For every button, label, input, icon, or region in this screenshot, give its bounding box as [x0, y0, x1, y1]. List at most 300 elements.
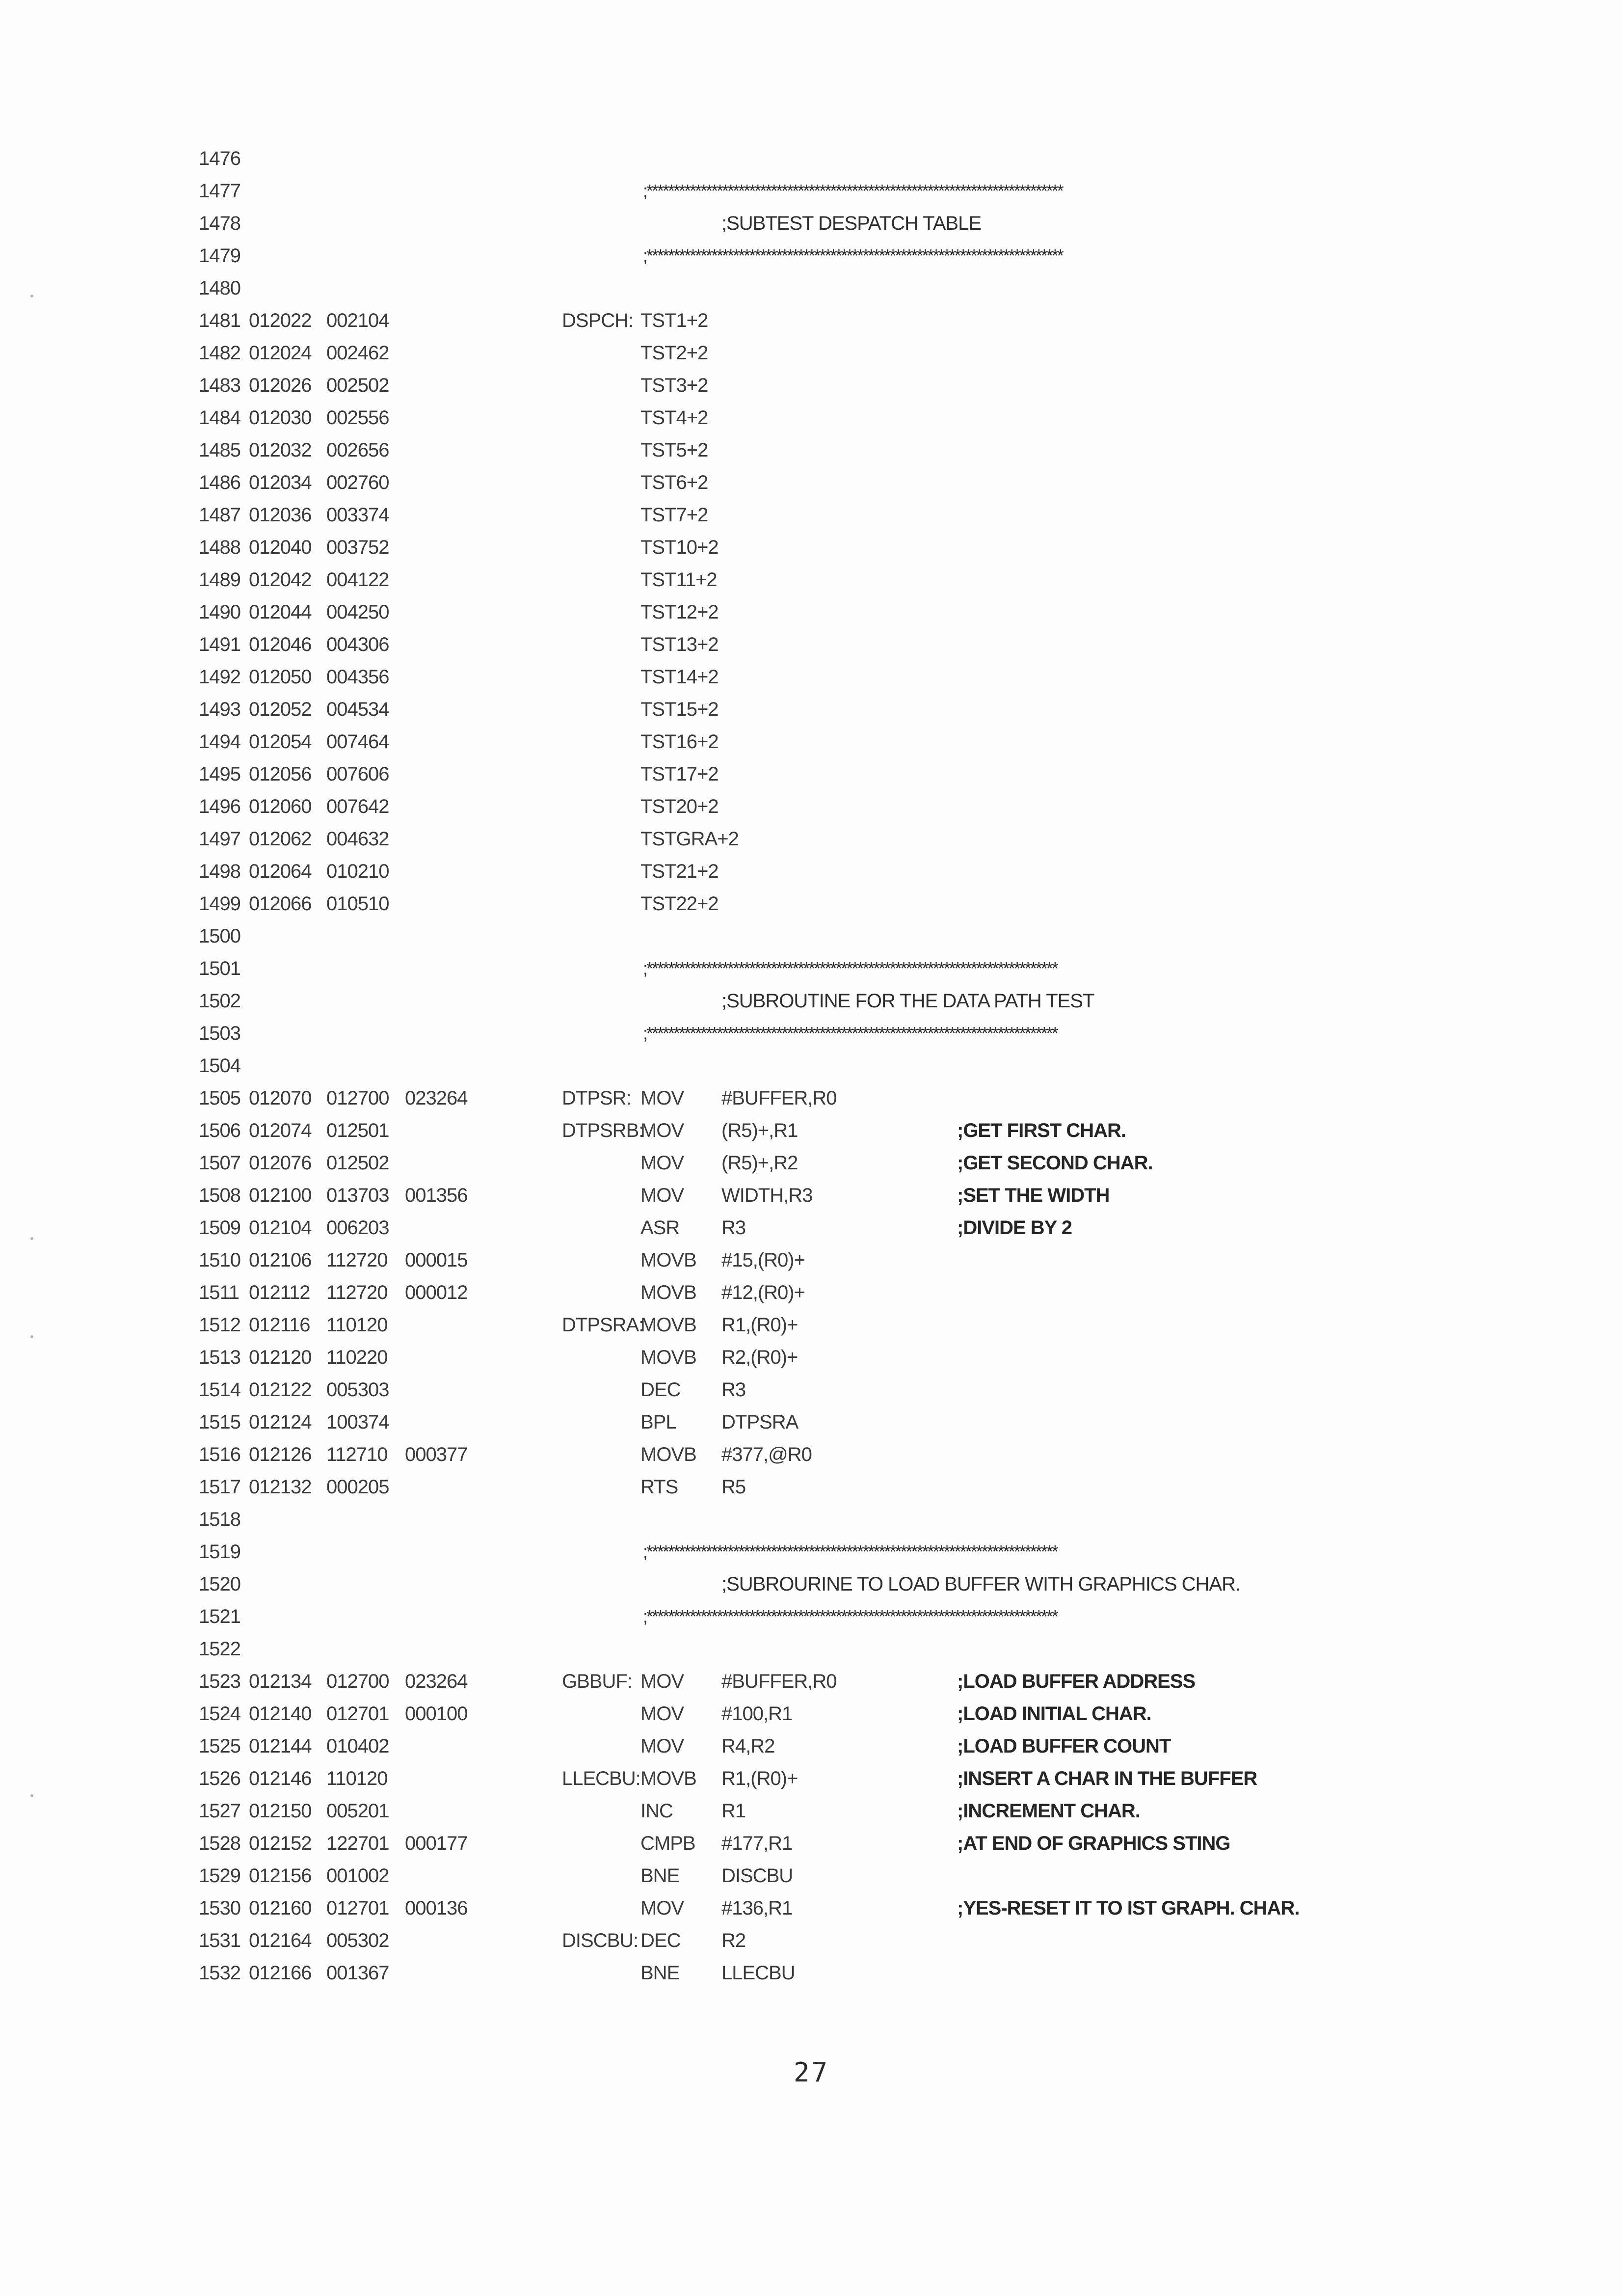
listing-line — [199, 1762, 1426, 1795]
operand: R4,R2 — [721, 1735, 775, 1757]
line-number: 1485 — [199, 439, 240, 461]
operand: DTPSRA — [721, 1411, 798, 1433]
line-number: 1483 — [199, 375, 240, 396]
code-comment: ;LOAD BUFFER COUNT — [957, 1735, 1171, 1757]
memory-address: 012166 — [249, 1962, 312, 1984]
memory-address: 012062 — [249, 828, 312, 850]
line-number: 1499 — [199, 893, 240, 915]
object-word-1: 010402 — [326, 1735, 389, 1757]
opcode: MOV — [640, 1897, 684, 1919]
object-word-2: 000136 — [405, 1897, 468, 1919]
code-label: DISCBU: — [562, 1930, 639, 1951]
listing-line — [199, 596, 1426, 628]
opcode: TST15+2 — [640, 699, 718, 720]
line-number: 1484 — [199, 407, 240, 429]
listing-line — [199, 628, 1426, 661]
memory-address: 012066 — [249, 893, 312, 915]
code-label: DTPSRA: — [562, 1314, 644, 1336]
object-word-2: 023264 — [405, 1087, 468, 1109]
section-title-comment: ;SUBROUTINE FOR THE DATA PATH TEST — [721, 990, 1094, 1012]
object-word-1: 100374 — [326, 1411, 389, 1433]
memory-address: 012122 — [249, 1379, 312, 1401]
object-word-2: 000377 — [405, 1444, 468, 1465]
memory-address: 012032 — [249, 439, 312, 461]
operand: DISCBU — [721, 1865, 793, 1887]
memory-address: 012070 — [249, 1087, 312, 1109]
object-word-2: 000015 — [405, 1249, 468, 1271]
memory-address: 012050 — [249, 666, 312, 688]
listing-line — [199, 1503, 1426, 1536]
assembly-listing — [199, 142, 1426, 1989]
listing-line — [199, 1795, 1426, 1827]
listing-line — [199, 1276, 1426, 1309]
line-number: 1530 — [199, 1897, 240, 1919]
listing-line — [199, 531, 1426, 564]
memory-address: 012126 — [249, 1444, 312, 1465]
memory-address: 012100 — [249, 1185, 312, 1206]
memory-address: 012134 — [249, 1671, 312, 1692]
object-word-1: 003752 — [326, 537, 389, 558]
memory-address: 012074 — [249, 1120, 312, 1141]
opcode: DEC — [640, 1930, 681, 1951]
separator-comment: ;***************************************************************************** — [643, 181, 1063, 201]
operand: R1 — [721, 1800, 746, 1822]
operand: WIDTH,R3 — [721, 1185, 813, 1206]
opcode: TST3+2 — [640, 375, 708, 396]
opcode: TST21+2 — [640, 861, 718, 882]
memory-address: 012144 — [249, 1735, 312, 1757]
operand: R1,(R0)+ — [721, 1314, 798, 1336]
operand: (R5)+,R1 — [721, 1120, 798, 1141]
opcode: MOV — [640, 1703, 684, 1725]
line-number: 1506 — [199, 1120, 240, 1141]
listing-line — [199, 1730, 1426, 1762]
listing-line — [199, 790, 1426, 823]
listing-line — [199, 920, 1426, 952]
memory-address: 012040 — [249, 537, 312, 558]
object-word-1: 110120 — [326, 1314, 388, 1336]
line-number: 1525 — [199, 1735, 240, 1757]
memory-address: 012042 — [249, 569, 312, 591]
listing-line — [199, 1212, 1426, 1244]
memory-address: 012026 — [249, 375, 312, 396]
object-word-1: 004306 — [326, 634, 389, 655]
opcode: MOV — [640, 1735, 684, 1757]
listing-line — [199, 1957, 1426, 1989]
listing-line — [199, 1017, 1426, 1050]
line-number: 1482 — [199, 342, 240, 364]
object-word-1: 001367 — [326, 1962, 389, 1984]
memory-address: 012164 — [249, 1930, 312, 1951]
line-number: 1503 — [199, 1023, 240, 1044]
listing-line — [199, 1924, 1426, 1957]
operand: #12,(R0)+ — [721, 1282, 805, 1303]
object-word-1: 006203 — [326, 1217, 389, 1239]
object-word-1: 002502 — [326, 375, 389, 396]
listing-line — [199, 1374, 1426, 1406]
line-number: 1517 — [199, 1476, 240, 1498]
line-number: 1500 — [199, 925, 240, 947]
memory-address: 012152 — [249, 1833, 312, 1854]
opcode: MOV — [640, 1671, 684, 1692]
listing-line — [199, 1827, 1426, 1860]
listing-line — [199, 1179, 1426, 1212]
listing-line — [199, 1600, 1426, 1633]
line-number: 1481 — [199, 310, 240, 331]
memory-address: 012160 — [249, 1897, 312, 1919]
listing-line — [199, 1633, 1426, 1665]
line-number: 1493 — [199, 699, 240, 720]
separator-comment: ;**************************************************************************** — [643, 1023, 1057, 1043]
object-word-1: 012501 — [326, 1120, 389, 1141]
opcode: MOVB — [640, 1347, 696, 1368]
opcode: BNE — [640, 1865, 680, 1887]
memory-address: 012156 — [249, 1865, 312, 1887]
listing-line — [199, 1114, 1426, 1147]
line-number: 1489 — [199, 569, 240, 591]
operand: R2 — [721, 1930, 746, 1951]
separator-comment: ;**************************************************************************** — [643, 1541, 1057, 1562]
listing-line — [199, 1341, 1426, 1374]
separator-comment: ;**************************************************************************** — [643, 958, 1057, 978]
object-word-1: 012700 — [326, 1671, 389, 1692]
opcode: MOVB — [640, 1314, 696, 1336]
code-label: DSPCH: — [562, 310, 634, 331]
code-label: GBBUF: — [562, 1671, 632, 1692]
object-word-1: 004250 — [326, 601, 389, 623]
listing-line — [199, 1309, 1426, 1341]
listing-line — [199, 402, 1426, 434]
line-number: 1488 — [199, 537, 240, 558]
memory-address: 012052 — [249, 699, 312, 720]
line-number: 1513 — [199, 1347, 240, 1368]
object-word-2: 023264 — [405, 1671, 468, 1692]
operand: #15,(R0)+ — [721, 1249, 805, 1271]
opcode: BNE — [640, 1962, 680, 1984]
memory-address: 012124 — [249, 1411, 312, 1433]
separator-comment: ;**************************************************************************** — [643, 1606, 1057, 1626]
line-number: 1527 — [199, 1800, 240, 1822]
listing-line — [199, 823, 1426, 855]
listing-line — [199, 1568, 1426, 1600]
line-number: 1532 — [199, 1962, 240, 1984]
object-word-1: 012700 — [326, 1087, 389, 1109]
line-number: 1504 — [199, 1055, 240, 1077]
opcode: TST2+2 — [640, 342, 708, 364]
code-comment: ;DIVIDE BY 2 — [957, 1217, 1072, 1239]
listing-line — [199, 240, 1426, 272]
scan-speck — [30, 1335, 33, 1338]
listing-line — [199, 142, 1426, 175]
memory-address: 012112 — [249, 1282, 310, 1303]
object-word-1: 007606 — [326, 763, 389, 785]
opcode: INC — [640, 1800, 673, 1822]
operand: #177,R1 — [721, 1833, 793, 1854]
memory-address: 012034 — [249, 472, 312, 493]
listing-line — [199, 369, 1426, 402]
listing-line — [199, 952, 1426, 985]
listing-line — [199, 661, 1426, 693]
opcode: MOV — [640, 1152, 684, 1174]
line-number: 1524 — [199, 1703, 240, 1725]
listing-line — [199, 1892, 1426, 1924]
scan-speck — [30, 1794, 33, 1797]
listing-line — [199, 1860, 1426, 1892]
line-number: 1478 — [199, 213, 240, 234]
listing-line — [199, 434, 1426, 466]
listing-line — [199, 499, 1426, 531]
line-number: 1502 — [199, 990, 240, 1012]
line-number: 1501 — [199, 958, 240, 979]
memory-address: 012022 — [249, 310, 312, 331]
operand: #377,@R0 — [721, 1444, 812, 1465]
line-number: 1514 — [199, 1379, 240, 1401]
line-number: 1531 — [199, 1930, 240, 1951]
line-number: 1518 — [199, 1509, 240, 1530]
object-word-1: 012701 — [326, 1897, 389, 1919]
code-comment: ;LOAD INITIAL CHAR. — [957, 1703, 1151, 1725]
line-number: 1512 — [199, 1314, 240, 1336]
opcode: TST4+2 — [640, 407, 708, 429]
listing-line — [199, 207, 1426, 240]
listing-line — [199, 337, 1426, 369]
object-word-1: 012502 — [326, 1152, 389, 1174]
line-number: 1486 — [199, 472, 240, 493]
memory-address: 012054 — [249, 731, 312, 753]
object-word-1: 110220 — [326, 1347, 388, 1368]
memory-address: 012076 — [249, 1152, 312, 1174]
object-word-1: 001002 — [326, 1865, 389, 1887]
line-number: 1492 — [199, 666, 240, 688]
code-label: DTPSR: — [562, 1087, 631, 1109]
opcode: MOVB — [640, 1282, 696, 1303]
opcode: TST11+2 — [640, 569, 717, 591]
object-word-1: 004122 — [326, 569, 389, 591]
memory-address: 012140 — [249, 1703, 312, 1725]
code-label: DTPSRB: — [562, 1120, 644, 1141]
line-number: 1498 — [199, 861, 240, 882]
line-number: 1477 — [199, 180, 240, 202]
code-comment: ;INSERT A CHAR IN THE BUFFER — [957, 1768, 1257, 1789]
object-word-1: 005201 — [326, 1800, 389, 1822]
operand: R2,(R0)+ — [721, 1347, 798, 1368]
operand: #100,R1 — [721, 1703, 793, 1725]
opcode: DEC — [640, 1379, 681, 1401]
line-number: 1476 — [199, 148, 240, 169]
opcode: MOV — [640, 1120, 684, 1141]
operand: #BUFFER,R0 — [721, 1671, 837, 1692]
object-word-1: 004356 — [326, 666, 389, 688]
line-number: 1528 — [199, 1833, 240, 1854]
object-word-1: 010210 — [326, 861, 389, 882]
opcode: TST20+2 — [640, 796, 718, 817]
line-number: 1515 — [199, 1411, 240, 1433]
opcode: TST14+2 — [640, 666, 718, 688]
memory-address: 012036 — [249, 504, 312, 526]
object-word-1: 110120 — [326, 1768, 388, 1789]
opcode: ASR — [640, 1217, 680, 1239]
line-number: 1511 — [199, 1282, 239, 1303]
opcode: MOVB — [640, 1768, 696, 1789]
section-title-comment: ;SUBTEST DESPATCH TABLE — [721, 213, 981, 234]
code-label: LLECBU: — [562, 1768, 640, 1789]
line-number: 1490 — [199, 601, 240, 623]
line-number: 1526 — [199, 1768, 240, 1789]
listing-line — [199, 1406, 1426, 1438]
operand: #BUFFER,R0 — [721, 1087, 837, 1109]
object-word-1: 005302 — [326, 1930, 389, 1951]
line-number: 1491 — [199, 634, 240, 655]
operand: R1,(R0)+ — [721, 1768, 798, 1789]
separator-comment: ;***************************************************************************** — [643, 245, 1063, 266]
listing-line — [199, 1438, 1426, 1471]
opcode: TST12+2 — [640, 601, 718, 623]
object-word-1: 002760 — [326, 472, 389, 493]
code-comment: ;AT END OF GRAPHICS STING — [957, 1833, 1230, 1854]
opcode: TST16+2 — [640, 731, 718, 753]
code-comment: ;INCREMENT CHAR. — [957, 1800, 1140, 1822]
listing-line — [199, 693, 1426, 726]
object-word-1: 007464 — [326, 731, 389, 753]
object-word-2: 000012 — [405, 1282, 468, 1303]
memory-address: 012146 — [249, 1768, 312, 1789]
operand: R3 — [721, 1217, 746, 1239]
operand: LLECBU — [721, 1962, 795, 1984]
memory-address: 012064 — [249, 861, 312, 882]
object-word-1: 010510 — [326, 893, 389, 915]
object-word-2: 000100 — [405, 1703, 468, 1725]
line-number: 1521 — [199, 1606, 240, 1627]
object-word-2: 001356 — [405, 1185, 468, 1206]
object-word-1: 002656 — [326, 439, 389, 461]
object-word-1: 112710 — [326, 1444, 388, 1465]
listing-line — [199, 466, 1426, 499]
object-word-1: 013703 — [326, 1185, 389, 1206]
object-word-1: 004632 — [326, 828, 389, 850]
opcode: TST22+2 — [640, 893, 718, 915]
listing-line — [199, 855, 1426, 888]
object-word-1: 003374 — [326, 504, 389, 526]
memory-address: 012104 — [249, 1217, 312, 1239]
object-word-1: 007642 — [326, 796, 389, 817]
line-number: 1496 — [199, 796, 240, 817]
opcode: TST13+2 — [640, 634, 718, 655]
object-word-1: 002556 — [326, 407, 389, 429]
listing-line — [199, 758, 1426, 790]
listing-line — [199, 888, 1426, 920]
line-number: 1523 — [199, 1671, 240, 1692]
operand: R5 — [721, 1476, 746, 1498]
listing-line — [199, 985, 1426, 1017]
listing-line — [199, 1050, 1426, 1082]
opcode: RTS — [640, 1476, 678, 1498]
listing-line — [199, 726, 1426, 758]
object-word-1: 122701 — [326, 1833, 389, 1854]
object-word-1: 002462 — [326, 342, 389, 364]
line-number: 1487 — [199, 504, 240, 526]
line-number: 1480 — [199, 277, 240, 299]
memory-address: 012106 — [249, 1249, 312, 1271]
opcode: CMPB — [640, 1833, 695, 1854]
listing-line — [199, 564, 1426, 596]
opcode: TST1+2 — [640, 310, 708, 331]
opcode: MOV — [640, 1087, 684, 1109]
line-number: 1510 — [199, 1249, 240, 1271]
listing-line — [199, 304, 1426, 337]
code-comment: ;SET THE WIDTH — [957, 1185, 1110, 1206]
line-number: 1479 — [199, 245, 240, 267]
opcode: TST5+2 — [640, 439, 708, 461]
listing-line — [199, 1536, 1426, 1568]
memory-address: 012150 — [249, 1800, 312, 1822]
line-number: 1494 — [199, 731, 240, 753]
listing-line — [199, 1471, 1426, 1503]
memory-address: 012030 — [249, 407, 312, 429]
line-number: 1495 — [199, 763, 240, 785]
listing-line — [199, 1147, 1426, 1179]
opcode: TSTGRA+2 — [640, 828, 739, 850]
object-word-2: 000177 — [405, 1833, 468, 1854]
operand: R3 — [721, 1379, 746, 1401]
page-number: 27 — [793, 2057, 830, 2088]
memory-address: 012046 — [249, 634, 312, 655]
line-number: 1529 — [199, 1865, 240, 1887]
listing-line — [199, 272, 1426, 304]
object-word-1: 112720 — [326, 1282, 388, 1303]
opcode: MOVB — [640, 1249, 696, 1271]
opcode: MOVB — [640, 1444, 696, 1465]
line-number: 1516 — [199, 1444, 240, 1465]
line-number: 1509 — [199, 1217, 240, 1239]
section-title-comment: ;SUBROURINE TO LOAD BUFFER WITH GRAPHICS CHAR. — [721, 1573, 1241, 1595]
opcode: TST10+2 — [640, 537, 718, 558]
line-number: 1497 — [199, 828, 240, 850]
opcode: BPL — [640, 1411, 676, 1433]
scan-speck — [30, 295, 33, 297]
opcode: TST7+2 — [640, 504, 708, 526]
code-comment: ;LOAD BUFFER ADDRESS — [957, 1671, 1196, 1692]
line-number: 1522 — [199, 1638, 240, 1660]
object-word-1: 005303 — [326, 1379, 389, 1401]
listing-line — [199, 1082, 1426, 1114]
line-number: 1505 — [199, 1087, 240, 1109]
line-number: 1520 — [199, 1573, 240, 1595]
object-word-1: 000205 — [326, 1476, 389, 1498]
code-comment: ;YES-RESET IT TO IST GRAPH. CHAR. — [957, 1897, 1300, 1919]
opcode: TST17+2 — [640, 763, 718, 785]
line-number: 1507 — [199, 1152, 240, 1174]
operand: #136,R1 — [721, 1897, 793, 1919]
object-word-1: 112720 — [326, 1249, 388, 1271]
opcode: TST6+2 — [640, 472, 708, 493]
listing-line — [199, 1244, 1426, 1276]
listing-line — [199, 1665, 1426, 1698]
memory-address: 012116 — [249, 1314, 310, 1336]
code-comment: ;GET FIRST CHAR. — [957, 1120, 1126, 1141]
memory-address: 012024 — [249, 342, 312, 364]
listing-line — [199, 175, 1426, 207]
operand: (R5)+,R2 — [721, 1152, 798, 1174]
object-word-1: 004534 — [326, 699, 389, 720]
memory-address: 012120 — [249, 1347, 312, 1368]
line-number: 1519 — [199, 1541, 240, 1563]
object-word-1: 012701 — [326, 1703, 389, 1725]
listing-line — [199, 1698, 1426, 1730]
line-number: 1508 — [199, 1185, 240, 1206]
object-word-1: 002104 — [326, 310, 389, 331]
scan-speck — [30, 1237, 33, 1240]
memory-address: 012044 — [249, 601, 312, 623]
